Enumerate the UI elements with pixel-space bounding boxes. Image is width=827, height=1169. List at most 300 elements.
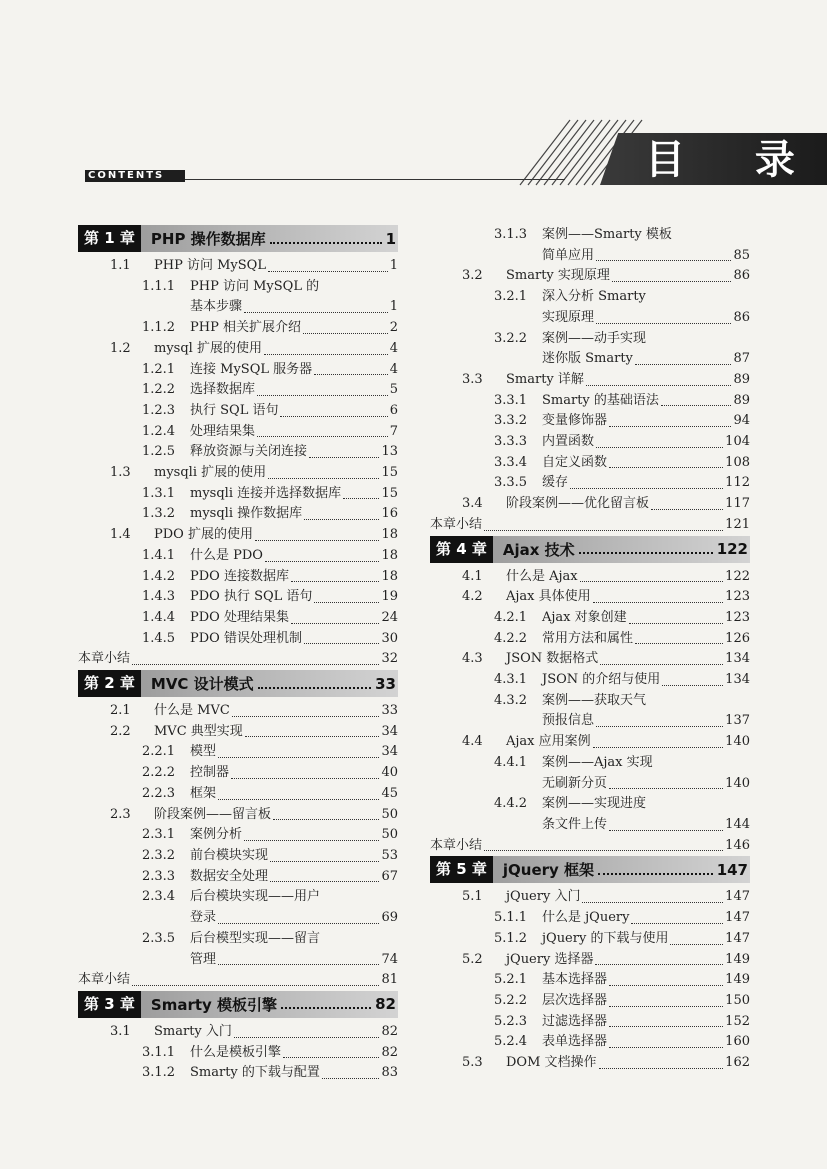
section-title: 表单选择器: [542, 1034, 608, 1050]
section-title: 案例分析: [190, 827, 243, 843]
toc-entry: [78, 360, 398, 381]
section-number: 4.3.1: [494, 672, 528, 688]
dot-leader: [322, 1078, 380, 1079]
section-title: PDO 处理结果集: [190, 609, 289, 625]
chapter-number: 第 5 章: [430, 856, 493, 883]
page-number: 18: [381, 547, 398, 563]
page-number: 6: [389, 402, 398, 418]
section-number: 2.3.2: [142, 847, 176, 863]
dot-leader: [270, 234, 382, 244]
dot-leader: [596, 260, 731, 261]
section-title-continued: 登录: [190, 910, 217, 926]
section-number: 3.1: [110, 1023, 131, 1039]
dot-leader: [304, 643, 379, 644]
toc-entry-continuation: [430, 246, 750, 267]
section-number: 3.2.2: [494, 330, 528, 346]
dot-leader: [231, 778, 379, 779]
page-number: 104: [725, 434, 750, 450]
page-number: 86: [733, 268, 750, 284]
chapter-page: 147: [716, 860, 748, 879]
toc-entry: [430, 608, 750, 629]
page-number: 160: [725, 1034, 750, 1050]
section-title: 变量修饰器: [542, 413, 608, 429]
dot-leader: [609, 788, 723, 789]
header-banner: [0, 0, 827, 190]
page-number: 123: [725, 589, 750, 605]
toc-entry: [430, 794, 750, 815]
section-number: 4.2.1: [494, 609, 528, 625]
section-number: 3.1.1: [142, 1044, 176, 1060]
section-number: 5.1.1: [494, 910, 528, 926]
section-title: 前台模块实现: [190, 847, 269, 863]
page-number: 16: [381, 506, 398, 522]
section-title: jQuery 选择器: [506, 951, 594, 967]
toc-entry: [78, 318, 398, 339]
section-title: 释放资源与关闭连接: [190, 444, 308, 460]
page-number: 137: [725, 713, 750, 729]
page-number: 69: [381, 910, 398, 926]
page-number: 40: [381, 765, 398, 781]
page-number: 121: [725, 516, 750, 532]
section-title-continued: 条文件上传: [542, 816, 608, 832]
toc-entry: [78, 763, 398, 784]
section-number: 1.4.4: [142, 609, 176, 625]
section-title: 后台模型实现——留言: [190, 930, 321, 946]
section-title: PDO 执行 SQL 语句: [190, 589, 313, 605]
section-title: 自定义函数: [542, 454, 608, 470]
page-number: 140: [725, 775, 750, 791]
dot-leader: [586, 385, 732, 386]
dot-leader: [596, 323, 731, 324]
section-number: 1.3.1: [142, 485, 176, 501]
section-number: 4.1: [462, 568, 483, 584]
dot-leader: [609, 1026, 723, 1027]
section-number: 3.3.3: [494, 434, 528, 450]
chapter-heading: [430, 536, 750, 563]
chapter-heading: [78, 225, 398, 252]
dot-leader: [343, 498, 379, 499]
section-title: PDO 连接数据库: [190, 568, 289, 584]
toc-entry: [430, 432, 750, 453]
dot-leader: [268, 478, 379, 479]
toc-entry: [430, 1012, 750, 1033]
page-number: 89: [733, 392, 750, 408]
page-number: 86: [733, 309, 750, 325]
section-title: jQuery 入门: [506, 889, 581, 905]
toc-entry: [430, 370, 750, 391]
chapter-number: 第 4 章: [430, 536, 493, 563]
dot-leader: [595, 964, 723, 965]
page-number: 15: [381, 485, 398, 501]
section-number: 5.2.4: [494, 1034, 528, 1050]
section-number: 3.1.3: [494, 227, 528, 242]
section-title: 本章小结: [78, 651, 131, 667]
toc-entry: [430, 515, 750, 536]
toc-entry: [78, 742, 398, 763]
toc-entry: [78, 701, 398, 722]
dot-leader: [596, 726, 723, 727]
chapter-heading: [78, 670, 398, 697]
dot-leader: [593, 602, 724, 603]
section-title: 阶段案例——优化留言板: [506, 496, 650, 512]
dot-leader: [670, 944, 723, 945]
section-number: 2.3: [110, 806, 131, 822]
page-number: 4: [389, 361, 398, 377]
toc-entry: [430, 929, 750, 950]
dot-leader: [612, 281, 732, 282]
dot-leader: [635, 643, 723, 644]
dot-leader: [484, 530, 723, 531]
section-number: 5.1.2: [494, 930, 528, 946]
section-number: 1.1: [110, 258, 131, 273]
toc-entry: [78, 784, 398, 805]
section-title: mysql 扩展的使用: [154, 340, 262, 356]
chapter-page: 33: [375, 674, 396, 693]
dot-leader: [132, 985, 379, 986]
dot-leader: [255, 540, 379, 541]
section-title: 案例——动手实现: [542, 330, 647, 346]
toc-entry: [78, 722, 398, 743]
section-number: 2.2.1: [142, 744, 176, 760]
section-title: 本章小结: [430, 837, 483, 853]
section-number: 2.2.2: [142, 765, 176, 781]
section-title: JSON 数据格式: [506, 651, 599, 667]
dot-leader: [303, 333, 388, 334]
section-title: 什么是 jQuery: [542, 910, 630, 926]
section-title: mysqli 操作数据库: [190, 506, 303, 522]
dot-leader: [609, 1047, 723, 1048]
toc-entry: [78, 970, 398, 991]
chapter-number: 第 2 章: [78, 670, 141, 697]
dot-leader: [631, 923, 723, 924]
page-number: 5: [389, 382, 398, 398]
page-number: 34: [381, 744, 398, 760]
dot-leader: [598, 865, 713, 875]
dot-leader: [580, 581, 724, 582]
section-number: 4.4.2: [494, 796, 528, 812]
page-number: 89: [733, 371, 750, 387]
toc-entry: [78, 1063, 398, 1084]
toc-entry: [430, 473, 750, 494]
chapter-title: Smarty 模板引擎: [150, 995, 278, 1014]
toc-entry-continuation: [430, 815, 750, 836]
section-number: 1.2.5: [142, 444, 176, 460]
toc-entry: [430, 494, 750, 515]
page-number: 117: [725, 496, 750, 512]
toc-entry: [430, 587, 750, 608]
dot-leader: [309, 457, 379, 458]
section-number: 5.2.1: [494, 972, 528, 988]
page-number: 45: [381, 785, 398, 801]
section-title: 本章小结: [430, 516, 483, 532]
section-title: PHP 访问 MySQL: [154, 258, 266, 273]
page-number: 108: [725, 454, 750, 470]
section-number: 1.1.1: [142, 278, 176, 294]
chapter-title: PHP 操作数据库: [150, 230, 266, 248]
page-number: 81: [381, 972, 398, 988]
dot-leader: [609, 985, 723, 986]
section-number: 2.3.4: [142, 889, 176, 905]
toc-entry: [78, 846, 398, 867]
chapter-page: 122: [716, 540, 748, 559]
chapter-title: MVC 设计模式: [150, 675, 254, 694]
page-number: 87: [733, 351, 750, 367]
dot-leader: [234, 1037, 380, 1038]
page-number: 140: [725, 734, 750, 750]
dot-leader: [244, 312, 388, 313]
toc-entry: [78, 825, 398, 846]
dot-leader: [609, 426, 731, 427]
section-title: 缓存: [542, 475, 569, 491]
section-number: 3.3.5: [494, 475, 528, 491]
section-number: 3.1.2: [142, 1065, 176, 1081]
section-title-continued: 简单应用: [542, 247, 595, 263]
toc-entry: [78, 525, 398, 546]
header-rule: [185, 179, 565, 180]
section-title: 层次选择器: [542, 992, 608, 1008]
dot-leader: [283, 1057, 379, 1058]
dot-leader: [270, 861, 379, 862]
toc-entry: [78, 401, 398, 422]
chapter-heading: [78, 991, 398, 1018]
page-number: 134: [725, 651, 750, 667]
section-title: JSON 的介绍与使用: [542, 672, 661, 688]
page-number: 1: [389, 258, 398, 273]
toc-entry: [78, 484, 398, 505]
toc-entry: [78, 867, 398, 888]
toc-entry: [430, 287, 750, 308]
dot-leader: [273, 819, 379, 820]
page-number: 4: [389, 340, 398, 356]
dot-leader: [218, 964, 379, 965]
section-title: DOM 文档操作: [506, 1055, 597, 1071]
section-number: 1.4.5: [142, 630, 176, 646]
toc-entry: [78, 587, 398, 608]
section-title: 深入分析 Smarty: [542, 289, 646, 305]
section-title: mysqli 扩展的使用: [154, 465, 267, 481]
section-title: 常用方法和属性: [542, 630, 634, 646]
section-title: Ajax 应用案例: [506, 734, 591, 750]
toc-entry: [78, 546, 398, 567]
dot-leader: [265, 561, 379, 562]
toc-entry: [430, 1032, 750, 1053]
section-number: 2.2: [110, 723, 131, 739]
dot-leader: [609, 830, 723, 831]
section-title: 什么是模板引擎: [190, 1044, 282, 1060]
section-number: 1.4.3: [142, 589, 176, 605]
toc-entry: [430, 691, 750, 712]
section-title: MVC 典型实现: [154, 723, 243, 739]
toc-entry-continuation: [430, 711, 750, 732]
section-title: PDO 扩展的使用: [154, 527, 253, 543]
toc-column-left: [78, 225, 398, 1084]
page-number: 150: [725, 992, 750, 1008]
toc-entry-continuation: [78, 297, 398, 318]
dot-leader: [280, 416, 387, 417]
section-title: 后台模块实现——用户: [190, 889, 321, 905]
page-number: 162: [725, 1055, 750, 1071]
chapter-title: jQuery 框架: [502, 861, 595, 880]
toc-entry: [78, 422, 398, 443]
page-title: 目 录: [645, 137, 823, 183]
toc-entry: [430, 329, 750, 350]
chapter-title: Ajax 技术: [502, 540, 575, 559]
page-number: 33: [381, 703, 398, 719]
dot-leader: [218, 799, 379, 800]
section-number: 3.3.2: [494, 413, 528, 429]
section-title: 案例——Ajax 实现: [542, 754, 653, 770]
page-number: 50: [381, 806, 398, 822]
section-number: 1.4.1: [142, 547, 176, 563]
section-number: 3.3.1: [494, 392, 528, 408]
section-title-continued: 迷你版 Smarty: [542, 351, 633, 367]
section-number: 1.1.2: [142, 320, 176, 336]
toc-entry: [430, 453, 750, 474]
dot-leader: [609, 1006, 723, 1007]
toc-entry: [78, 463, 398, 484]
page-number: 53: [381, 847, 398, 863]
section-number: 4.2: [462, 589, 483, 605]
section-number: 3.4: [462, 496, 483, 512]
section-title: mysqli 连接并选择数据库: [190, 485, 342, 501]
section-title-continued: 无刷新分页: [542, 775, 608, 791]
dot-leader: [314, 602, 379, 603]
section-number: 3.2.1: [494, 289, 528, 305]
dot-leader: [244, 840, 379, 841]
page-number: 67: [381, 868, 398, 884]
section-title: 本章小结: [78, 972, 131, 988]
toc-entry-continuation: [78, 908, 398, 929]
dot-leader: [258, 679, 371, 689]
page-number: 19: [381, 589, 398, 605]
dot-leader: [593, 747, 724, 748]
toc-entry: [78, 649, 398, 670]
section-title-continued: 实现原理: [542, 309, 595, 325]
section-title: Ajax 对象创建: [542, 609, 627, 625]
dot-leader: [651, 509, 723, 510]
page-number: 2: [389, 320, 398, 336]
toc-entry-continuation: [78, 950, 398, 971]
dot-leader: [218, 757, 379, 758]
section-number: 5.3: [462, 1055, 483, 1071]
toc-entry: [78, 1022, 398, 1043]
section-title: PDO 错误处理机制: [190, 630, 302, 646]
section-number: 4.3.2: [494, 692, 528, 708]
toc-entry: [430, 225, 750, 246]
dot-leader: [270, 881, 379, 882]
section-number: 1.2.2: [142, 382, 176, 398]
page-number: 147: [725, 889, 750, 905]
section-title: Smarty 的基础语法: [542, 392, 659, 408]
toc-entry: [430, 670, 750, 691]
section-number: 3.2: [462, 268, 483, 284]
section-title: 案例——获取天气: [542, 692, 647, 708]
chapter-page: 1: [385, 229, 396, 248]
section-title: Smarty 详解: [506, 371, 584, 387]
section-number: 2.1: [110, 703, 131, 719]
page-number: 85: [733, 247, 750, 263]
toc-entry: [430, 266, 750, 287]
section-title: 过滤选择器: [542, 1013, 608, 1029]
toc-entry: [430, 391, 750, 412]
dot-leader: [661, 405, 732, 406]
section-title: Smarty 的下载与配置: [190, 1065, 320, 1081]
page-number: 74: [381, 951, 398, 967]
dot-leader: [132, 664, 379, 665]
page-number: 50: [381, 827, 398, 843]
chapter-number: 第 3 章: [78, 991, 141, 1018]
section-title-continued: 管理: [190, 951, 217, 967]
dot-leader: [232, 716, 380, 717]
section-title: 什么是 Ajax: [506, 568, 578, 584]
section-title: Ajax 具体使用: [506, 589, 591, 605]
toc-entry-continuation: [430, 308, 750, 329]
toc-entry: [430, 887, 750, 908]
toc-entry: [78, 442, 398, 463]
section-title: 处理结果集: [190, 423, 256, 439]
chapter-heading: [430, 856, 750, 883]
toc-column-right: [430, 225, 750, 1074]
section-number: 5.2: [462, 951, 483, 967]
toc-entry: [430, 753, 750, 774]
contents-label: CONTENTS: [85, 170, 185, 182]
toc-entry-continuation: [430, 774, 750, 795]
section-title: 执行 SQL 语句: [190, 402, 279, 418]
chapter-number: 第 1 章: [78, 225, 141, 252]
dot-leader: [582, 902, 723, 903]
section-number: 1.2: [110, 340, 131, 356]
toc-entry: [78, 277, 398, 298]
dot-leader: [596, 447, 723, 448]
section-number: 1.2.3: [142, 402, 176, 418]
page-number: 18: [381, 527, 398, 543]
page-number: 83: [381, 1065, 398, 1081]
page-number: 24: [381, 609, 398, 625]
page-number: 18: [381, 568, 398, 584]
dot-leader: [484, 850, 723, 851]
page-number: 30: [381, 630, 398, 646]
toc-entry: [430, 908, 750, 929]
section-number: 1.3: [110, 465, 131, 481]
section-title-continued: 基本步骤: [190, 299, 243, 315]
page-number: 123: [725, 609, 750, 625]
section-title: 什么是 MVC: [154, 703, 230, 719]
toc-entry: [430, 836, 750, 857]
toc-entry: [78, 929, 398, 950]
page-number: 149: [725, 951, 750, 967]
toc-entry: [78, 805, 398, 826]
dot-leader: [314, 374, 388, 375]
page-number: 144: [725, 816, 750, 832]
dot-leader: [635, 364, 732, 365]
page-number: 146: [725, 837, 750, 853]
page-number: 15: [381, 465, 398, 481]
page-number: 32: [381, 651, 398, 667]
toc-entry: [430, 950, 750, 971]
section-title: 阶段案例——留言板: [154, 806, 272, 822]
chapter-page: 82: [375, 995, 396, 1014]
toc-entry: [430, 732, 750, 753]
page-number: 34: [381, 723, 398, 739]
section-number: 5.2.3: [494, 1013, 528, 1029]
section-number: 4.4.1: [494, 754, 528, 770]
section-number: 2.2.3: [142, 785, 176, 801]
section-number: 1.2.4: [142, 423, 176, 439]
section-number: 1.2.1: [142, 361, 176, 377]
dot-leader: [291, 623, 379, 624]
section-title: 数据安全处理: [190, 868, 269, 884]
dot-leader: [662, 685, 723, 686]
